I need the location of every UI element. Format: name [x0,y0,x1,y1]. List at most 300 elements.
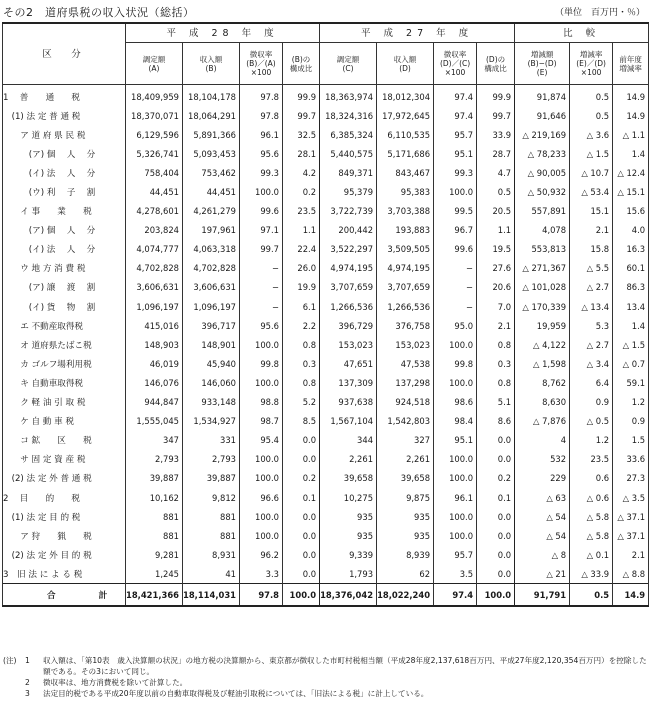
table-cell: 98.4 [434,412,477,431]
table-cell: 46,019 [126,354,183,373]
table-cell: 47,651 [320,354,377,373]
table-cell: 1,266,536 [377,297,434,316]
table-cell: 6,129,596 [126,125,183,144]
table-row [3,144,649,163]
table-cell: 95.6 [240,316,283,335]
table-cell: 32.5 [283,125,320,144]
row-label: (ア) 個 人 分 [3,144,126,163]
table-row [3,240,649,259]
column-header: 収入額 (D) [377,43,434,85]
table-cell: 4.7 [477,163,515,182]
table-cell: △ 50,932 [515,182,570,201]
table-cell: 396,717 [183,316,240,335]
table-cell: 3.3 [240,564,283,584]
table-cell: 6,110,535 [377,125,434,144]
table-cell: 99.5 [434,202,477,221]
column-header: 調定額 (A) [126,43,183,85]
table-cell: 18,012,304 [377,85,434,107]
table-cell: 937,638 [320,393,377,412]
table-cell: 18,376,042 [320,584,377,607]
row-label: ア 狩 猟 税 [3,526,126,545]
table-cell: 153,023 [320,335,377,354]
table-cell: 8.5 [283,412,320,431]
table-cell: 924,518 [377,393,434,412]
table-row [3,278,649,297]
table-cell: 4,063,318 [183,240,240,259]
table-cell: 18,421,366 [126,584,183,607]
column-header: (B)の 構成比 [283,43,320,85]
table-row [3,507,649,526]
table-cell: 4,974,195 [377,259,434,278]
table-cell: 19.9 [283,278,320,297]
table-cell: 347 [126,431,183,450]
table-cell: 33.6 [613,450,649,469]
table-cell: 8.6 [477,412,515,431]
table-cell: 557,891 [515,202,570,221]
table-cell: 99.7 [240,240,283,259]
table-cell: 95.6 [240,144,283,163]
table-cell: 18,370,071 [126,106,183,125]
table-cell: 5,171,686 [377,144,434,163]
table-cell: 99.8 [434,354,477,373]
row-label: (イ) 法 人 分 [3,240,126,259]
table-cell: 39,658 [377,469,434,488]
table-cell: 17,972,645 [377,106,434,125]
note-item [3,655,647,677]
table-cell: 99.7 [477,106,515,125]
table-row [3,163,649,182]
table-row [3,297,649,316]
table-cell: 9,875 [377,488,434,507]
title-row [3,4,647,20]
table-cell: △ 1.5 [613,335,649,354]
row-label: ア 道 府 県 民 税 [3,125,126,144]
row-label: 1 普 通 税 [3,85,126,107]
table-cell: △ 13.4 [570,297,613,316]
table-cell: 0.3 [283,354,320,373]
table-cell: 148,901 [183,335,240,354]
table-cell: 10,275 [320,488,377,507]
table-cell: △ 78,233 [515,144,570,163]
table-cell: 14.9 [613,106,649,125]
table-cell: 532 [515,450,570,469]
table-cell: 19.5 [477,240,515,259]
note-item [3,688,647,699]
column-header: 増減額 (B)−(D) (E) [515,43,570,85]
table-row [3,373,649,392]
table-cell: 8,939 [377,545,434,564]
table-cell: 100.0 [434,373,477,392]
table-cell: 59.1 [613,373,649,392]
table-cell: 100.0 [434,469,477,488]
note-item [3,677,647,688]
table-cell: 3,606,631 [183,278,240,297]
table-cell: 3.5 [434,564,477,584]
header-year28: 平 成 28 年 度 [126,23,320,43]
table-cell: 62 [377,564,434,584]
table-cell: 3,522,297 [320,240,377,259]
table-cell: 935 [377,526,434,545]
table-cell: 96.7 [434,221,477,240]
table-cell: △ 5.8 [570,507,613,526]
table-cell: 100.0 [240,450,283,469]
table-cell: 18,409,959 [126,85,183,107]
table-cell: − [434,278,477,297]
table-cell: 4,702,828 [126,259,183,278]
table-cell: 137,298 [377,373,434,392]
table-cell: 0.5 [477,182,515,201]
table-cell: 1.5 [613,431,649,450]
table-cell: 28.1 [283,144,320,163]
table-cell: 91,646 [515,106,570,125]
table-cell: 14.9 [613,584,649,607]
note-number: 3 [25,689,30,698]
table-row [3,316,649,335]
table-cell: 2,261 [377,450,434,469]
table-cell: △ 0.6 [570,488,613,507]
table-cell: 3,722,739 [320,202,377,221]
table-cell: △ 2.7 [570,335,613,354]
table-cell: 60.1 [613,259,649,278]
table-cell: 944,847 [126,393,183,412]
table-cell: △ 37.1 [613,526,649,545]
table-cell: 4,074,777 [126,240,183,259]
unit-label: （単位 百万円・％） [554,8,645,18]
table-cell: 39,887 [126,469,183,488]
table-cell: 3,703,388 [377,202,434,221]
table-cell: 200,442 [320,221,377,240]
table-cell: 0.8 [283,335,320,354]
row-label: (イ) 貨 物 割 [3,297,126,316]
table-cell: − [240,278,283,297]
table-cell: 881 [126,507,183,526]
table-cell: 15.8 [570,240,613,259]
table-cell: 27.6 [477,259,515,278]
table-cell: 4 [515,431,570,450]
table-row [3,545,649,564]
table-cell: 97.1 [240,221,283,240]
table-cell: 95.0 [434,316,477,335]
table-cell: 0.0 [477,526,515,545]
table-cell: 881 [183,507,240,526]
table-cell: 1,245 [126,564,183,584]
table-row [3,106,649,125]
table-cell: 4,078 [515,221,570,240]
table-cell: 96.1 [434,488,477,507]
table-cell: 193,883 [377,221,434,240]
table-cell: 137,309 [320,373,377,392]
row-label: ケ 自 動 車 税 [3,412,126,431]
table-cell: 935 [320,507,377,526]
table-cell: △ 271,367 [515,259,570,278]
table-row [3,469,649,488]
table-cell: 5.3 [570,316,613,335]
column-header: (D)の 構成比 [477,43,515,85]
table-cell: 100.0 [477,584,515,607]
total-row [3,584,649,607]
table-cell: 99.6 [434,240,477,259]
row-label: 3 旧 法 に よ る 税 [3,564,126,584]
table-cell: 45,940 [183,354,240,373]
table-cell: 553,813 [515,240,570,259]
table-cell: 1,542,803 [377,412,434,431]
table-cell: 0.0 [283,431,320,450]
row-label: (2) 法 定 外 目 的 税 [3,545,126,564]
table-cell: 100.0 [434,335,477,354]
table-cell: 3,707,659 [377,278,434,297]
table-cell: − [434,259,477,278]
table-row [3,85,649,107]
table-cell: △ 33.9 [570,564,613,584]
table-cell: 100.0 [240,373,283,392]
row-label: (2) 法 定 外 普 通 税 [3,469,126,488]
note-text: 収入額は、「第10表 歳入決算額の状況」の地方税の決算額から、東京都が徴収した市町村税相当額（平成28年度2,137,618百万円、平成27年度2,120,354百万円）を控除した額である。その3において同じ。 [43,656,647,676]
table-cell: 1.1 [477,221,515,240]
column-header: 増減率 (E)／(D) ×100 [570,43,613,85]
table-cell: 98.6 [434,393,477,412]
table-cell: 18,363,974 [320,85,377,107]
table-cell: 28.7 [477,144,515,163]
table-cell: 27.3 [613,469,649,488]
row-label: エ 不動産取得税 [3,316,126,335]
table-cell: 15.1 [570,202,613,221]
table-cell: 0.5 [570,584,613,607]
table-cell: 26.0 [283,259,320,278]
table-cell: 95.4 [240,431,283,450]
table-row [3,526,649,545]
table-cell: 0.6 [570,469,613,488]
table-row [3,354,649,373]
row-label: (1) 法 定 普 通 税 [3,106,126,125]
table-cell: 95.7 [434,545,477,564]
table-cell: 95.1 [434,431,477,450]
table-cell: 99.9 [477,85,515,107]
table-cell: 197,961 [183,221,240,240]
table-cell: △ 12.4 [613,163,649,182]
table-cell: 4,974,195 [320,259,377,278]
table-cell: 146,076 [126,373,183,392]
table-cell: △ 5.5 [570,259,613,278]
table-cell: △ 0.1 [570,545,613,564]
table-cell: 376,758 [377,316,434,335]
table-cell: 99.7 [283,106,320,125]
table-cell: 0.0 [283,526,320,545]
table-cell: 99.8 [240,354,283,373]
table-cell: 96.6 [240,488,283,507]
table-cell: 0.2 [283,182,320,201]
table-cell: 96.2 [240,545,283,564]
table-cell: 99.6 [240,202,283,221]
note-prefix: (注) [3,656,17,665]
table-cell: △ 21 [515,564,570,584]
table-cell: △ 4,122 [515,335,570,354]
table-cell: 97.4 [434,85,477,107]
table-cell: 0.0 [477,545,515,564]
table-cell: 753,462 [183,163,240,182]
table-cell: 8,931 [183,545,240,564]
table-cell: 19,959 [515,316,570,335]
table-cell: 91,874 [515,85,570,107]
table-cell: 5,326,741 [126,144,183,163]
table-cell: 0.0 [283,507,320,526]
table-cell: 4,261,279 [183,202,240,221]
table-cell: △ 90,005 [515,163,570,182]
row-label: (イ) 法 人 分 [3,163,126,182]
table-cell: 0.0 [477,431,515,450]
table-cell: 39,887 [183,469,240,488]
table-cell: 396,729 [320,316,377,335]
row-label: 合 計 [3,584,126,607]
table-row [3,431,649,450]
table-cell: 1,096,197 [126,297,183,316]
row-label: (ア) 個 人 分 [3,221,126,240]
table-cell: 23.5 [570,450,613,469]
table-cell: 44,451 [126,182,183,201]
table-row [3,488,649,507]
table-cell: 1,266,536 [320,297,377,316]
table-cell: 327 [377,431,434,450]
table-cell: 881 [126,526,183,545]
table-cell: 843,467 [377,163,434,182]
table-cell: 849,371 [320,163,377,182]
table-row [3,259,649,278]
table-cell: △ 1,598 [515,354,570,373]
table-cell: 33.9 [477,125,515,144]
row-label: コ 鉱 区 税 [3,431,126,450]
table-cell: 933,148 [183,393,240,412]
header-comparison: 比 較 [515,23,649,43]
table-cell: 2,793 [126,450,183,469]
table-cell: 2.2 [283,316,320,335]
table-cell: △ 0.7 [613,354,649,373]
table-cell: 14.9 [613,85,649,107]
table-cell: △ 37.1 [613,507,649,526]
table-cell: 95,379 [320,182,377,201]
table-cell: 331 [183,431,240,450]
table-cell: △ 1.5 [570,144,613,163]
table-cell: △ 3.6 [570,125,613,144]
table-cell: 935 [377,507,434,526]
table-cell: 97.4 [434,106,477,125]
table-cell: 98.8 [240,393,283,412]
table-cell: 9,339 [320,545,377,564]
header-kubun: 区 分 [3,23,126,85]
row-label: (ア) 譲 渡 割 [3,278,126,297]
table-cell: 0.0 [283,450,320,469]
table-cell: 4,278,601 [126,202,183,221]
table-cell: 2.1 [570,221,613,240]
table-cell: 91,791 [515,584,570,607]
table-cell: 9,812 [183,488,240,507]
table-cell: 100.0 [240,182,283,201]
table-cell: 1,567,104 [320,412,377,431]
table-cell: 95,383 [377,182,434,201]
table-cell: 153,023 [377,335,434,354]
table-cell: 0.9 [613,412,649,431]
table-cell: − [434,297,477,316]
table-cell: △ 2.7 [570,278,613,297]
table-cell: △ 0.5 [570,412,613,431]
table-cell: 0.5 [570,85,613,107]
table-cell: 0.3 [477,354,515,373]
table-cell: △ 15.1 [613,182,649,201]
note-number: 2 [25,678,30,687]
table-cell: 100.0 [240,335,283,354]
table-cell: 935 [320,526,377,545]
table-cell: 0.5 [570,106,613,125]
table-cell: △ 1.1 [613,125,649,144]
table-cell: 44,451 [183,182,240,201]
table-cell: 22.4 [283,240,320,259]
table-cell: 5,093,453 [183,144,240,163]
table-cell: 8,630 [515,393,570,412]
table-cell: 2.1 [613,545,649,564]
table-cell: 6,385,324 [320,125,377,144]
table-cell: 0.8 [283,373,320,392]
table-cell: 229 [515,469,570,488]
table-cell: 1.4 [613,144,649,163]
table-cell: 100.0 [283,584,320,607]
column-header: 収入額 (B) [183,43,240,85]
table-cell: 41 [183,564,240,584]
table-cell: △ 8.8 [613,564,649,584]
table-cell: △ 5.8 [570,526,613,545]
table-cell: 0.2 [477,469,515,488]
table-cell: 5.2 [283,393,320,412]
row-label: ク 軽 油 引 取 税 [3,393,126,412]
table-cell: 881 [183,526,240,545]
table-cell: 95.7 [434,125,477,144]
table-cell: 1,534,927 [183,412,240,431]
table-row [3,335,649,354]
table-cell: 2,261 [320,450,377,469]
table-cell: 98.7 [240,412,283,431]
table-cell: 16.3 [613,240,649,259]
column-header: 前年度 増減率 [613,43,649,85]
table-cell: 100.0 [240,469,283,488]
table-cell: △ 219,169 [515,125,570,144]
table-cell: 0.8 [477,373,515,392]
notes [3,655,647,699]
table-cell: 18,104,178 [183,85,240,107]
table-cell: 97.4 [434,584,477,607]
table-cell: 20.5 [477,202,515,221]
table-cell: 4.2 [283,163,320,182]
table-cell: △ 10.7 [570,163,613,182]
table-cell: 100.0 [434,182,477,201]
table-row [3,125,649,144]
table-cell: 0.0 [477,507,515,526]
table-cell: 1,555,045 [126,412,183,431]
note-number: 1 [25,656,30,665]
table-cell: 100.0 [434,526,477,545]
table-row [3,202,649,221]
row-label: オ 道府県たばこ税 [3,335,126,354]
row-label: (1) 法 定 目 的 税 [3,507,126,526]
table-cell: 0.0 [477,564,515,584]
table-cell: 18,022,240 [377,584,434,607]
table-cell: 0.2 [283,469,320,488]
table-cell: 86.3 [613,278,649,297]
table-cell: 0.0 [283,564,320,584]
table-cell: △ 63 [515,488,570,507]
table-cell: 146,060 [183,373,240,392]
row-label: イ 事 業 税 [3,202,126,221]
table-cell: 9,281 [126,545,183,564]
table-cell: 6.4 [570,373,613,392]
row-label: (ウ) 利 子 割 [3,182,126,201]
table-row [3,221,649,240]
